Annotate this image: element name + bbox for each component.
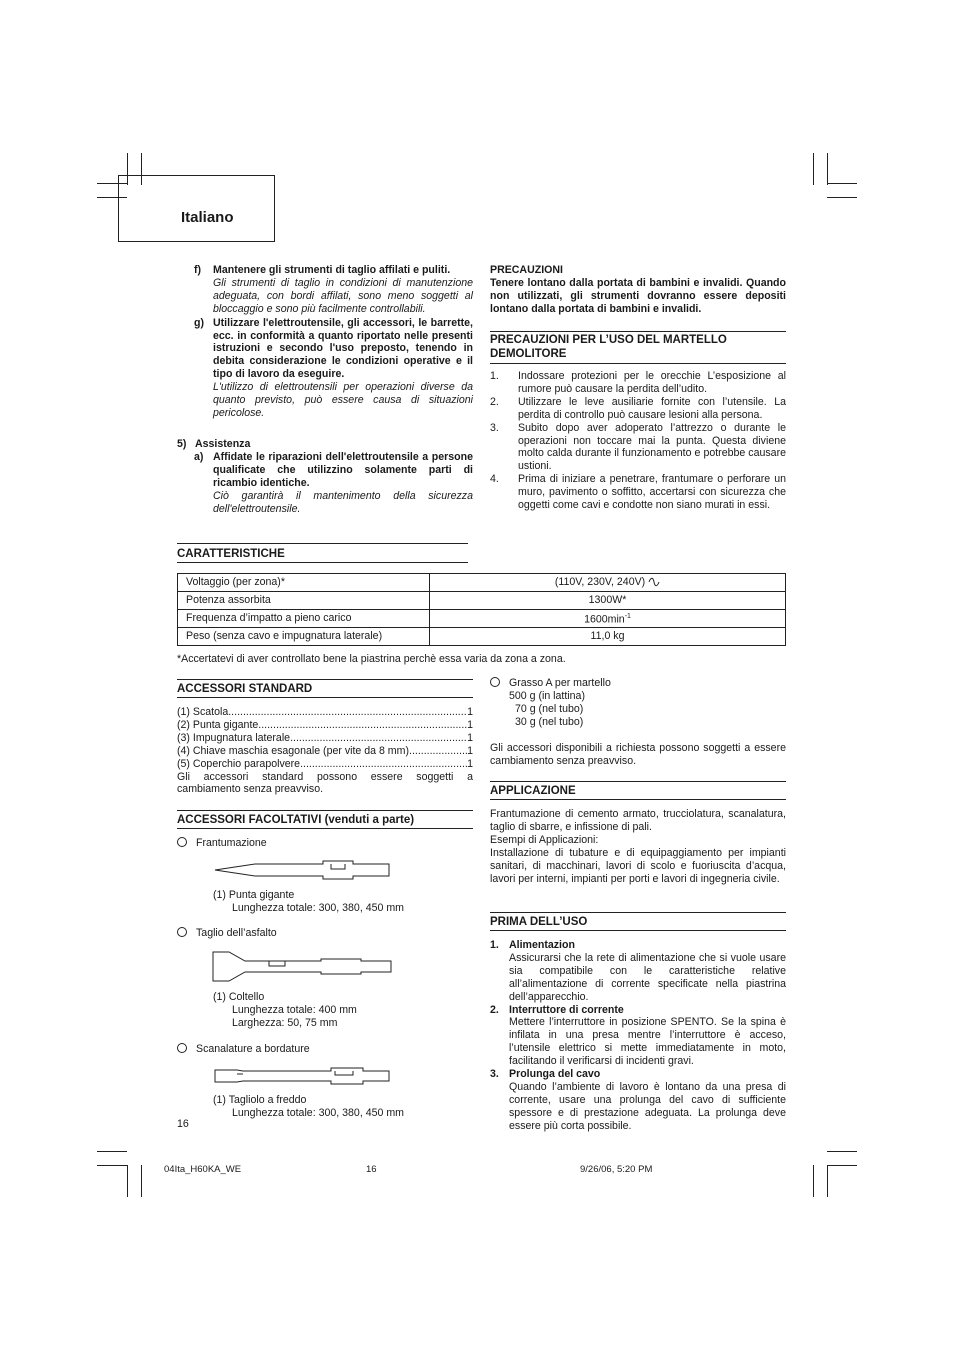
standard-accessories-note: Gli accessori standard possono essere soggetti a cambiamento senza preavviso.: [177, 770, 473, 796]
optional-accessories-heading: ACCESSORI FACOLTATIVI (venduti a parte): [177, 814, 415, 826]
circle-bullet-icon: [490, 677, 500, 687]
rule-f: f) Mantenere gli strumenti di taglio affilati e puliti. Gli strumenti di taglio in condizioni di manutenzione adeguata, con bordi affilati, sono meno soggetti al bloccaggio e sono più facilmente controllabili.: [194, 264, 473, 315]
specs-note: *Accertatevi di aver controllato bene la piastrina perchè essa varia da zona a zona.: [177, 653, 566, 665]
specs-label: Voltaggio (per zona)*: [178, 574, 430, 592]
accessory-row: (4) Chiave maschia esagonale (per vite da 8 mm) ..... 1: [177, 745, 473, 758]
accessory-row: (3) Impugnatura laterale ..... 1: [177, 732, 473, 745]
grease-line: 30 g (nel tubo): [515, 715, 584, 728]
optional-group-title: Scanalature a bordature: [177, 1043, 310, 1056]
specs-value: 1300W*: [430, 592, 786, 610]
application-block: Frantumazione di cemento armato, trucciolatura, scanalatura, taglio di sbarre, e infissione di pali. Esempi di Applicazioni: Installazione di tubature e di equipaggiamento per impianti sanitari, di macchinari, lavori di scolo e fuoriuscita d’acqua, lavori per interni, impianti per porti e lavori di ingegneria civile.: [490, 808, 786, 885]
specs-row: [178, 592, 786, 610]
circle-bullet-icon: [177, 927, 187, 937]
grease-block: Grasso A per martello 500 g (in lattina) 70 g (nel tubo) 30 g (nel tubo) Gli accessori disponibili a richiesta possono soggetti a essere cambiamento senza preavviso.: [490, 677, 786, 767]
grease-note: Gli accessori disponibili a richiesta possono soggetti a essere cambiamento senza preavviso.: [490, 741, 786, 767]
hammer-precautions-heading: PRECAUZIONI PER L’USO DEL MARTELLO DEMOLITORE: [490, 334, 727, 360]
specs-row: [178, 574, 786, 592]
standard-accessories-list: [177, 706, 473, 796]
language-label: Italiano: [181, 209, 234, 226]
before-use-list: [490, 939, 786, 1133]
rule-g: g) Utilizzare l'elettroutensile, gli accessori, le barrette, ecc. in conformità a quanto riportato nelle presenti istruzioni e secondo l'uso preposto, tenendo in debita considerazione le condizioni operative e il tipo di lavoro da eseguire. L'utilizzo di elettroutensili per operazioni diverse da quanto previsto, può essere causa di situazioni pericolose.: [194, 316, 473, 419]
safety-rules-continued: [194, 264, 473, 420]
specs-label: Potenza assorbita: [178, 592, 430, 610]
specs-heading: CARATTERISTICHE: [177, 548, 285, 560]
hammer-item: 2. Utilizzare le leve ausiliarie fornite con l’utensile. La perdita di controllo può causare lesioni alla persona.: [490, 395, 786, 421]
page-number: 16: [177, 1118, 189, 1130]
specs-label: Frequenza d’impatto a pieno carico: [178, 610, 430, 628]
ac-symbol-icon: [648, 577, 660, 587]
rule-a: a) Affidate le riparazioni dell'elettroutensile a persone qualificate che utilizzino solamente parti di ricambio identiche. Ciò garantirà il mantenimento della sicurezza dell'elettroutensile.: [194, 450, 473, 515]
section-assistenza: [177, 438, 473, 515]
standard-accessories-heading: ACCESSORI STANDARD: [177, 683, 313, 695]
accessory-row: (1) Scatola ..... 1: [177, 706, 473, 719]
hammer-precautions-list: [490, 370, 786, 512]
grease-line: 500 g (in lattina): [509, 689, 585, 702]
optional-item-detail: Larghezza: 50, 75 mm: [232, 1017, 338, 1029]
grease-line: 70 g (nel tubo): [515, 702, 584, 715]
optional-item: (1) Tagliolo a freddo: [213, 1094, 307, 1106]
footer-filename: 04Ita_H60KA_WE: [164, 1164, 242, 1175]
hammer-item: 1. Indossare protezioni per le orecchie L’esposizione al rumore può causare la perdita dell’udito.: [490, 370, 786, 395]
circle-bullet-icon: [177, 837, 187, 847]
before-use-heading: PRIMA DELL’USO: [490, 916, 588, 928]
specs-value: (110V, 230V, 240V): [430, 574, 786, 592]
before-use-item: 3. Prolunga del cavo Quando l’ambiente di lavoro è lontano da una presa di corrente, usare una prolunga del cavo di sufficiente spessore e di prestazione adeguata. La prolunga deve essere più corta possibile.: [490, 1068, 786, 1132]
cold-chisel-illustration: [213, 1066, 393, 1088]
hammer-item: 3. Subito dopo aver adoperato l’attrezzo o durante le operazioni non toccare mai la punta. Questa diviene molto calda durante il funzionamento e potrebbe causare ustioni.: [490, 421, 786, 473]
application-heading: APPLICAZIONE: [490, 785, 576, 797]
specs-row: [178, 610, 786, 628]
optional-group-title: Taglio dell’asfalto: [177, 927, 277, 940]
footer-page: 16: [366, 1164, 377, 1175]
circle-bullet-icon: [177, 1043, 187, 1053]
accessory-row: (5) Coperchio parapolvere ..... 1: [177, 758, 473, 771]
precautions-block: PRECAUZIONI Tenere lontano dalla portata di bambini e invalidi. Quando non utilizzati, gli strumenti dovranno essere depositi lontano dalla portata di bambini e invalidi.: [490, 264, 786, 315]
asphalt-cutter-illustration: [211, 950, 396, 984]
hammer-item: 4. Prima di iniziare a penetrare, frantumare o perforare un muro, pavimento o soffitto, accertarsi con sicurezza che oggetti come cavi e condotte non siano murati in essi.: [490, 473, 786, 512]
accessory-row: (2) Punta gigante ..... 1: [177, 719, 473, 732]
bull-point-illustration: [213, 857, 393, 883]
optional-item-detail: Lunghezza totale: 300, 380, 450 mm: [232, 1107, 404, 1119]
optional-item-detail: Lunghezza totale: 300, 380, 450 mm: [232, 902, 404, 914]
optional-item: (1) Coltello: [213, 991, 265, 1003]
specs-label: Peso (senza cavo e impugnatura laterale): [178, 628, 430, 646]
specs-row: [178, 628, 786, 646]
section-5-title: 5) Assistenza: [177, 438, 251, 450]
optional-item-detail: Lunghezza totale: 400 mm: [232, 1004, 357, 1016]
specs-table: [177, 573, 786, 646]
footer-date: 9/26/06, 5:20 PM: [580, 1164, 653, 1175]
specs-value: $1600\min^{-1}$: [430, 610, 786, 628]
optional-item: (1) Punta gigante: [213, 889, 295, 901]
before-use-item: 2. Interruttore di corrente Mettere l’interruttore in posizione SPENTO. Se la spina è infilata in una presa mentre l’interruttore è acceso, l’utensile elettrico si mette immediatamente in moto, facilitando il verificarsi di incidenti gravi.: [490, 1003, 786, 1068]
optional-group-title: Frantumazione: [177, 837, 267, 850]
before-use-item: 1. Alimentazion Assicurarsi che la rete di alimentazione che si vuole usare sia compatibile con le caratteristiche relative all’alimentazione di corrente specificate nella piastrina dell’apparecchio.: [490, 939, 786, 1003]
specs-value: 11,0 kg: [430, 628, 786, 646]
